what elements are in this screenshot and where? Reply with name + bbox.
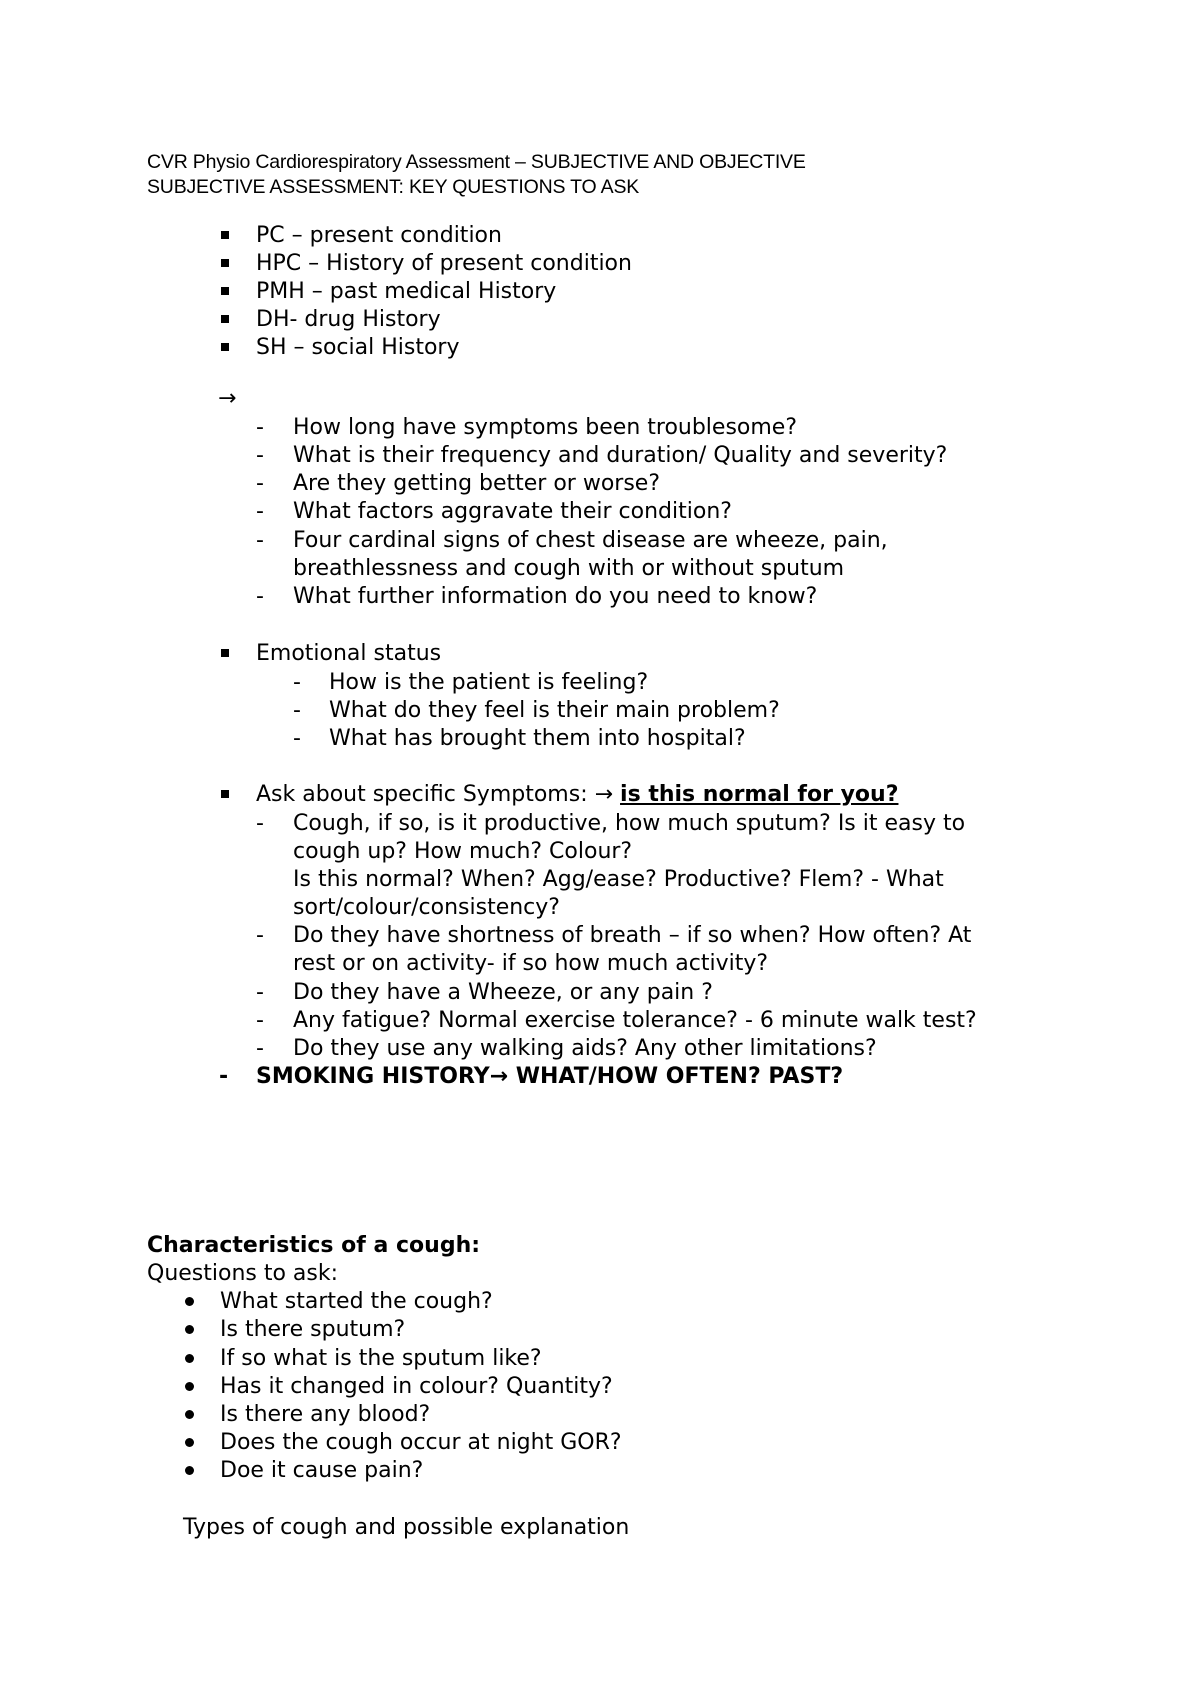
types-of-cough-heading: Types of cough and possible explanation	[183, 1515, 630, 1540]
dash-bullet: -	[256, 499, 264, 524]
dash-bullet: -	[256, 980, 264, 1005]
symptom-question: Do they have a Wheeze, or any pain ?	[293, 980, 713, 1005]
emotional-question: What has brought them into hospital?	[329, 726, 746, 751]
right-arrow-icon: →	[218, 386, 237, 411]
dash-bullet: -	[293, 670, 301, 695]
dash-bullet: -	[256, 415, 264, 440]
dash-bullet: -	[256, 443, 264, 468]
key-item: DH- drug History	[256, 307, 441, 332]
history-question: What is their frequency and duration/ Quality and severity?	[293, 443, 948, 468]
round-bullet-icon	[185, 1354, 194, 1363]
cough-subheading: Questions to ask:	[147, 1261, 339, 1286]
square-bullet-icon	[221, 649, 229, 657]
cough-question: If so what is the sputum like?	[220, 1346, 542, 1371]
key-item: PC – present condition	[256, 223, 502, 248]
symptom-question: Do they have shortness of breath – if so when? How often? At	[293, 923, 972, 948]
dash-bullet: -	[293, 726, 301, 751]
round-bullet-icon	[185, 1410, 194, 1419]
history-question: What further information do you need to know?	[293, 584, 818, 609]
history-question: What factors aggravate their condition?	[293, 499, 732, 524]
symptom-question-continued: Is this normal? When? Agg/ease? Productive? Flem? - What	[293, 867, 944, 892]
square-bullet-icon	[221, 287, 229, 295]
round-bullet-icon	[185, 1466, 194, 1475]
square-bullet-icon	[221, 259, 229, 267]
history-question-continued: breathlessness and cough with or without sputum	[293, 556, 845, 581]
round-bullet-icon	[185, 1325, 194, 1334]
symptom-question-continued: cough up? How much? Colour?	[293, 839, 633, 864]
dash-bullet: -	[256, 471, 264, 496]
symptom-question-continued: sort/colour/consistency?	[293, 895, 560, 920]
symptom-question-continued: rest or on activity- if so how much activity?	[293, 951, 769, 976]
square-bullet-icon	[221, 343, 229, 351]
square-bullet-icon	[221, 315, 229, 323]
dash-bullet: -	[256, 1036, 264, 1061]
symptom-question: Cough, if so, is it productive, how much sputum? Is it easy to	[293, 811, 966, 836]
round-bullet-icon	[185, 1297, 194, 1306]
dash-bullet: -	[256, 811, 264, 836]
symptom-question: Do they use any walking aids? Any other limitations?	[293, 1036, 877, 1061]
key-item: PMH – past medical History	[256, 279, 557, 304]
emotional-question: What do they feel is their main problem?	[329, 698, 780, 723]
history-question: How long have symptoms been troublesome?	[293, 415, 798, 440]
history-question: Four cardinal signs of chest disease are wheeze, pain,	[293, 528, 888, 553]
smoking-history: SMOKING HISTORY→ WHAT/HOW OFTEN? PAST?	[256, 1064, 844, 1089]
cough-question: Doe it cause pain?	[220, 1458, 424, 1483]
dash-bullet: -	[256, 528, 264, 553]
cough-section-heading: Characteristics of a cough:	[147, 1233, 481, 1258]
square-bullet-icon	[221, 790, 229, 798]
dash-bullet: -	[293, 698, 301, 723]
section-heading-subjective: SUBJECTIVE ASSESSMENT: KEY QUESTIONS TO ASK	[147, 176, 640, 198]
cough-question: Has it changed in colour? Quantity?	[220, 1374, 613, 1399]
dash-bullet: -	[219, 1064, 229, 1089]
symptoms-heading	[256, 781, 898, 809]
round-bullet-icon	[185, 1382, 194, 1391]
dash-bullet: -	[256, 923, 264, 948]
symptoms-emphasis: is this normal for you?	[620, 782, 899, 807]
history-question: Are they getting better or worse?	[293, 471, 661, 496]
document-title: CVR Physio Cardiorespiratory Assessment – SUBJECTIVE AND OBJECTIVE	[147, 151, 806, 173]
cough-question: Is there sputum?	[220, 1317, 406, 1342]
cough-question: Is there any blood?	[220, 1402, 431, 1427]
cough-question: Does the cough occur at night GOR?	[220, 1430, 622, 1455]
dash-bullet: -	[256, 584, 264, 609]
cough-question: What started the cough?	[220, 1289, 493, 1314]
square-bullet-icon	[221, 231, 229, 239]
symptom-question: Any fatigue? Normal exercise tolerance? - 6 minute walk test?	[293, 1008, 977, 1033]
emotional-question: How is the patient is feeling?	[329, 670, 649, 695]
dash-bullet: -	[256, 1008, 264, 1033]
emotional-status-heading: Emotional status	[256, 641, 442, 666]
round-bullet-icon	[185, 1438, 194, 1447]
symptoms-prefix: Ask about specific Symptoms: →	[256, 782, 621, 807]
key-item: HPC – History of present condition	[256, 251, 632, 276]
key-item: SH – social History	[256, 335, 460, 360]
